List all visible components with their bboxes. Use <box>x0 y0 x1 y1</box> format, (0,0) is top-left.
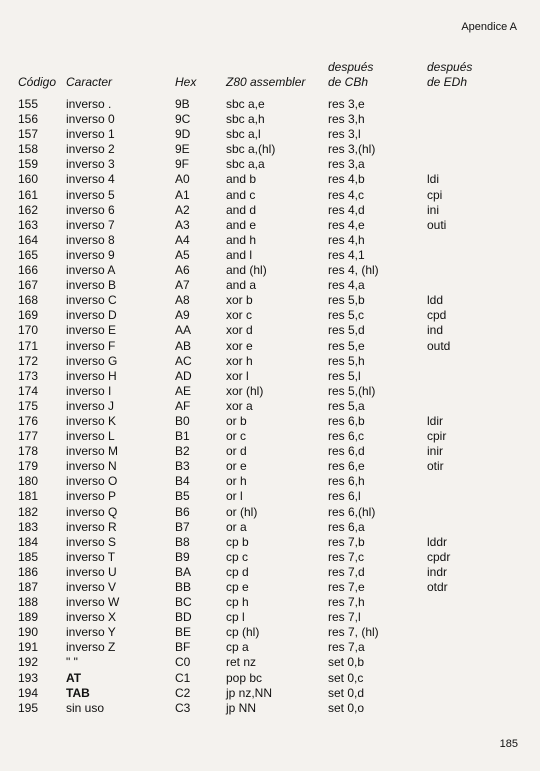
cell-codigo: 155 <box>18 97 39 111</box>
header-z80-assembler: Z80 assembler <box>226 75 306 89</box>
cell-despues-cbh: res 7, (hl) <box>328 625 379 640</box>
cell-despues-edh: ldir <box>427 413 444 428</box>
cell-codigo: 195 <box>18 700 39 715</box>
cell-despues-cbh: res 7,e <box>328 580 365 594</box>
table-row <box>0 157 540 172</box>
cell-hex: 9E <box>175 142 190 157</box>
table-row <box>0 489 540 504</box>
cell-caracter: inverso 4 <box>66 172 115 187</box>
header-despues-cbh-line1: después <box>328 60 374 74</box>
cell-despues-cbh: res 7,b <box>328 534 365 549</box>
cell-despues-cbh: res 5,(hl) <box>328 383 376 398</box>
cell-caracter: AT <box>66 670 82 685</box>
cell-z80-assembler: or l <box>226 489 243 504</box>
cell-despues-cbh: res 7,h <box>328 595 365 610</box>
cell-z80-assembler: or (hl) <box>226 504 258 519</box>
cell-z80-assembler: or e <box>226 459 247 474</box>
cell-z80-assembler: xor d <box>226 323 253 338</box>
cell-hex: C0 <box>175 655 191 670</box>
cell-codigo: 170 <box>18 323 39 338</box>
cell-codigo: 192 <box>18 655 39 670</box>
cell-caracter: sin uso <box>66 700 105 715</box>
table-row <box>0 414 540 429</box>
cell-hex: BB <box>175 580 192 594</box>
table-row <box>0 142 540 157</box>
cell-caracter: inverso R <box>66 519 117 534</box>
cell-despues-cbh: res 6,l <box>328 489 361 504</box>
cell-hex: B7 <box>175 519 190 534</box>
cell-codigo: 156 <box>18 112 39 127</box>
cell-z80-assembler: sbc a,h <box>226 112 265 127</box>
cell-codigo: 187 <box>18 580 39 594</box>
cell-z80-assembler: and b <box>226 172 257 187</box>
table-row <box>0 263 540 278</box>
cell-z80-assembler: or d <box>226 444 247 459</box>
cell-hex: AE <box>175 383 192 398</box>
cell-z80-assembler: and (hl) <box>226 263 267 278</box>
cell-despues-edh: lddr <box>427 534 448 549</box>
cell-codigo: 185 <box>18 549 39 564</box>
cell-z80-assembler: sbc a,(hl) <box>226 142 276 157</box>
cell-hex: AC <box>175 353 192 368</box>
cell-hex: 9C <box>175 112 191 127</box>
cell-z80-assembler: xor c <box>226 308 253 323</box>
cell-despues-cbh: res 6,d <box>328 444 365 459</box>
cell-caracter: inverso M <box>66 444 119 459</box>
cell-hex: B2 <box>175 444 190 459</box>
cell-hex: 9F <box>175 157 190 172</box>
cell-hex: A1 <box>175 187 190 202</box>
cell-caracter: inverso A <box>66 263 116 278</box>
table-row <box>0 686 540 701</box>
cell-despues-cbh: res 5,h <box>328 353 365 368</box>
cell-caracter: inverso 1 <box>66 127 115 142</box>
cell-despues-cbh: res 5,c <box>328 308 365 323</box>
header-despues-cbh <box>328 60 373 90</box>
cell-despues-edh: ind <box>427 323 444 338</box>
cell-caracter: inverso 0 <box>66 112 115 127</box>
header-codigo: Código <box>18 75 57 89</box>
cell-codigo: 161 <box>18 187 39 202</box>
cell-codigo: 188 <box>18 595 39 610</box>
table-row <box>0 474 540 489</box>
cell-codigo: 177 <box>18 429 39 444</box>
cell-codigo: 158 <box>18 142 39 157</box>
table-row <box>0 384 540 399</box>
cell-z80-assembler: cp e <box>226 580 249 594</box>
cell-caracter: inverso 6 <box>66 202 115 217</box>
cell-z80-assembler: cp (hl) <box>226 625 260 640</box>
cell-z80-assembler: and d <box>226 202 257 217</box>
cell-caracter: inverso Y <box>66 625 116 640</box>
cell-caracter: inverso P <box>66 489 117 504</box>
cell-despues-cbh: res 4, (hl) <box>328 263 379 278</box>
cell-z80-assembler: and l <box>226 247 253 262</box>
cell-codigo: 157 <box>18 127 39 142</box>
cell-despues-edh: otdr <box>427 580 448 594</box>
cell-z80-assembler: xor a <box>226 398 253 413</box>
cell-codigo: 165 <box>18 247 39 262</box>
cell-codigo: 189 <box>18 610 39 625</box>
cell-despues-cbh: res 5,a <box>328 398 365 413</box>
cell-codigo: 167 <box>18 278 39 293</box>
cell-despues-cbh: res 6,e <box>328 459 365 474</box>
table-row <box>0 595 540 610</box>
cell-hex: B5 <box>175 489 190 504</box>
cell-codigo: 176 <box>18 413 39 428</box>
cell-hex: AD <box>175 368 192 383</box>
cell-hex: A7 <box>175 278 190 293</box>
cell-caracter: inverso K <box>66 413 117 428</box>
cell-codigo: 174 <box>18 383 39 398</box>
cell-despues-edh: ldd <box>427 293 444 308</box>
header-despues-cbh-line2: de CBh <box>328 75 369 89</box>
cell-despues-cbh: res 3,(hl) <box>328 142 376 157</box>
cell-z80-assembler: jp nz,NN <box>226 685 273 700</box>
table-row <box>0 278 540 293</box>
page-number: 185 <box>499 738 518 750</box>
cell-z80-assembler: cp b <box>226 534 249 549</box>
cell-despues-cbh: res 3,l <box>328 127 361 142</box>
cell-codigo: 163 <box>18 217 39 232</box>
cell-z80-assembler: jp NN <box>226 700 257 715</box>
cell-despues-edh: cpd <box>427 308 447 323</box>
table-row <box>0 505 540 520</box>
cell-codigo: 194 <box>18 685 39 700</box>
cell-caracter: inverso S <box>66 534 117 549</box>
cell-z80-assembler: xor l <box>226 368 249 383</box>
cell-codigo: 164 <box>18 232 39 247</box>
cell-hex: BE <box>175 625 192 640</box>
header-despues-edh-line1: después <box>427 60 473 74</box>
cell-despues-edh: outi <box>427 217 447 232</box>
cell-despues-cbh: set 0,o <box>328 700 365 715</box>
cell-z80-assembler: xor (hl) <box>226 383 264 398</box>
header-despues-edh <box>427 60 472 90</box>
cell-despues-cbh: res 5,b <box>328 293 365 308</box>
cell-hex: B0 <box>175 413 190 428</box>
cell-caracter: inverso G <box>66 353 118 368</box>
cell-caracter: inverso Q <box>66 504 118 519</box>
table-row <box>0 580 540 595</box>
table-row <box>0 520 540 535</box>
cell-hex: A6 <box>175 263 190 278</box>
cell-despues-cbh: res 6,(hl) <box>328 504 376 519</box>
cell-hex: A2 <box>175 202 190 217</box>
cell-caracter: inverso H <box>66 368 117 383</box>
cell-despues-cbh: res 4,b <box>328 172 365 187</box>
cell-caracter: inverso O <box>66 474 118 489</box>
cell-hex: B1 <box>175 429 190 444</box>
cell-hex: AB <box>175 338 192 353</box>
cell-despues-cbh: res 3,h <box>328 112 365 127</box>
cell-hex: 9D <box>175 127 191 142</box>
cell-codigo: 180 <box>18 474 39 489</box>
cell-z80-assembler: or c <box>226 429 247 444</box>
cell-caracter: inverso 8 <box>66 232 115 247</box>
table-row <box>0 535 540 550</box>
cell-z80-assembler: cp h <box>226 595 249 610</box>
cell-despues-cbh: res 7,d <box>328 564 365 579</box>
cell-caracter: inverso C <box>66 293 117 308</box>
cell-despues-cbh: res 6,b <box>328 413 365 428</box>
cell-despues-cbh: set 0,c <box>328 670 364 685</box>
cell-despues-edh: indr <box>427 564 448 579</box>
cell-codigo: 184 <box>18 534 39 549</box>
cell-z80-assembler: and a <box>226 278 257 293</box>
cell-codigo: 179 <box>18 459 39 474</box>
cell-despues-cbh: res 6,c <box>328 429 365 444</box>
cell-hex: 9B <box>175 97 190 111</box>
cell-caracter: TAB <box>66 685 90 700</box>
cell-hex: B8 <box>175 534 190 549</box>
cell-caracter: inverso F <box>66 338 116 353</box>
cell-caracter: inverso 2 <box>66 142 115 157</box>
cell-hex: B3 <box>175 459 190 474</box>
cell-z80-assembler: or h <box>226 474 247 489</box>
cell-despues-cbh: res 6,h <box>328 474 365 489</box>
cell-despues-cbh: res 5,d <box>328 323 365 338</box>
running-head: Apendice A <box>461 21 517 33</box>
cell-hex: A0 <box>175 172 190 187</box>
cell-z80-assembler: xor h <box>226 353 253 368</box>
cell-hex: BD <box>175 610 192 625</box>
cell-caracter: inverso 9 <box>66 247 115 262</box>
cell-caracter: inverso 3 <box>66 157 115 172</box>
cell-hex: BA <box>175 564 192 579</box>
table-row <box>0 369 540 384</box>
cell-hex: BF <box>175 640 191 655</box>
cell-despues-edh: outd <box>427 338 451 353</box>
cell-caracter: inverso . <box>66 97 112 111</box>
table-row <box>0 203 540 218</box>
table-row <box>0 429 540 444</box>
table-row <box>0 293 540 308</box>
cell-despues-cbh: res 4,c <box>328 187 365 202</box>
cell-hex: A9 <box>175 308 190 323</box>
cell-hex: C2 <box>175 685 191 700</box>
cell-despues-edh: ldi <box>427 172 440 187</box>
cell-despues-cbh: res 4,e <box>328 217 365 232</box>
header-caracter: Caracter <box>66 75 113 89</box>
cell-caracter: inverso X <box>66 610 117 625</box>
cell-despues-cbh: res 5,e <box>328 338 365 353</box>
table-row <box>0 444 540 459</box>
table-row <box>0 354 540 369</box>
cell-caracter: inverso 7 <box>66 217 115 232</box>
cell-codigo: 181 <box>18 489 39 504</box>
cell-z80-assembler: or b <box>226 413 247 428</box>
cell-codigo: 169 <box>18 308 39 323</box>
cell-despues-edh: inir <box>427 444 444 459</box>
cell-despues-cbh: res 7,c <box>328 549 365 564</box>
cell-despues-edh: cpdr <box>427 549 451 564</box>
opcode-table <box>0 97 540 716</box>
cell-caracter: inverso 5 <box>66 187 115 202</box>
cell-caracter: inverso E <box>66 323 117 338</box>
table-row <box>0 655 540 670</box>
cell-z80-assembler: xor b <box>226 293 253 308</box>
cell-hex: C1 <box>175 670 191 685</box>
cell-z80-assembler: and h <box>226 232 257 247</box>
cell-codigo: 178 <box>18 444 39 459</box>
table-row <box>0 248 540 263</box>
table-row <box>0 188 540 203</box>
cell-despues-cbh: res 3,e <box>328 97 365 111</box>
table-row <box>0 172 540 187</box>
cell-caracter: inverso T <box>66 549 116 564</box>
cell-despues-cbh: res 3,a <box>328 157 365 172</box>
cell-caracter: inverso L <box>66 429 115 444</box>
table-row <box>0 671 540 686</box>
cell-hex: A4 <box>175 232 190 247</box>
cell-hex: BC <box>175 595 192 610</box>
cell-codigo: 193 <box>18 670 39 685</box>
cell-z80-assembler: xor e <box>226 338 253 353</box>
header-hex: Hex <box>175 75 197 89</box>
cell-codigo: 175 <box>18 398 39 413</box>
cell-caracter: " " <box>66 655 78 670</box>
table-row <box>0 233 540 248</box>
cell-caracter: inverso I <box>66 383 112 398</box>
cell-z80-assembler: cp d <box>226 564 249 579</box>
table-row <box>0 640 540 655</box>
cell-codigo: 182 <box>18 504 39 519</box>
table-row <box>0 218 540 233</box>
cell-despues-cbh: res 7,a <box>328 640 365 655</box>
header-despues-edh-line2: de EDh <box>427 75 468 89</box>
cell-caracter: inverso W <box>66 595 120 610</box>
cell-caracter: inverso D <box>66 308 117 323</box>
cell-z80-assembler: cp c <box>226 549 249 564</box>
cell-z80-assembler: ret nz <box>226 655 257 670</box>
cell-codigo: 168 <box>18 293 39 308</box>
cell-codigo: 191 <box>18 640 39 655</box>
cell-hex: B9 <box>175 549 190 564</box>
cell-codigo: 186 <box>18 564 39 579</box>
table-row <box>0 127 540 142</box>
table-row <box>0 625 540 640</box>
cell-caracter: inverso N <box>66 459 117 474</box>
table-row <box>0 459 540 474</box>
cell-hex: AA <box>175 323 192 338</box>
cell-z80-assembler: sbc a,a <box>226 157 265 172</box>
cell-z80-assembler: cp a <box>226 640 249 655</box>
cell-codigo: 183 <box>18 519 39 534</box>
cell-despues-edh: ini <box>427 202 440 217</box>
table-row <box>0 399 540 414</box>
table-row <box>0 339 540 354</box>
cell-hex: A8 <box>175 293 190 308</box>
cell-codigo: 172 <box>18 353 39 368</box>
cell-codigo: 166 <box>18 263 39 278</box>
cell-despues-cbh: res 5,l <box>328 368 361 383</box>
cell-despues-edh: cpir <box>427 429 447 444</box>
table-row <box>0 701 540 716</box>
cell-hex: A3 <box>175 217 190 232</box>
cell-despues-cbh: res 4,h <box>328 232 365 247</box>
cell-codigo: 162 <box>18 202 39 217</box>
cell-z80-assembler: cp l <box>226 610 245 625</box>
cell-despues-edh: otir <box>427 459 444 474</box>
cell-hex: A5 <box>175 247 190 262</box>
cell-caracter: inverso J <box>66 398 115 413</box>
cell-z80-assembler: sbc a,l <box>226 127 261 142</box>
cell-despues-cbh: res 4,d <box>328 202 365 217</box>
table-row <box>0 308 540 323</box>
cell-z80-assembler: and e <box>226 217 257 232</box>
cell-codigo: 171 <box>18 338 39 353</box>
table-row <box>0 97 540 112</box>
cell-z80-assembler: sbc a,e <box>226 97 265 111</box>
cell-codigo: 159 <box>18 157 39 172</box>
cell-caracter: inverso V <box>66 580 117 594</box>
cell-despues-cbh: res 6,a <box>328 519 365 534</box>
cell-despues-edh: cpi <box>427 187 443 202</box>
cell-despues-cbh: res 7,l <box>328 610 361 625</box>
cell-despues-cbh: set 0,d <box>328 685 365 700</box>
cell-despues-cbh: res 4,a <box>328 278 365 293</box>
table-row <box>0 112 540 127</box>
cell-z80-assembler: or a <box>226 519 247 534</box>
cell-despues-cbh: set 0,b <box>328 655 365 670</box>
cell-hex: B4 <box>175 474 190 489</box>
cell-hex: C3 <box>175 700 191 715</box>
table-row <box>0 610 540 625</box>
cell-caracter: inverso B <box>66 278 117 293</box>
table-header <box>0 60 540 100</box>
cell-z80-assembler: pop bc <box>226 670 263 685</box>
cell-codigo: 190 <box>18 625 39 640</box>
table-row <box>0 550 540 565</box>
cell-despues-cbh: res 4,1 <box>328 247 365 262</box>
cell-z80-assembler: and c <box>226 187 256 202</box>
cell-caracter: inverso Z <box>66 640 116 655</box>
table-row <box>0 565 540 580</box>
cell-codigo: 160 <box>18 172 39 187</box>
cell-caracter: inverso U <box>66 564 117 579</box>
cell-hex: B6 <box>175 504 190 519</box>
cell-codigo: 173 <box>18 368 39 383</box>
table-row <box>0 323 540 338</box>
cell-hex: AF <box>175 398 191 413</box>
